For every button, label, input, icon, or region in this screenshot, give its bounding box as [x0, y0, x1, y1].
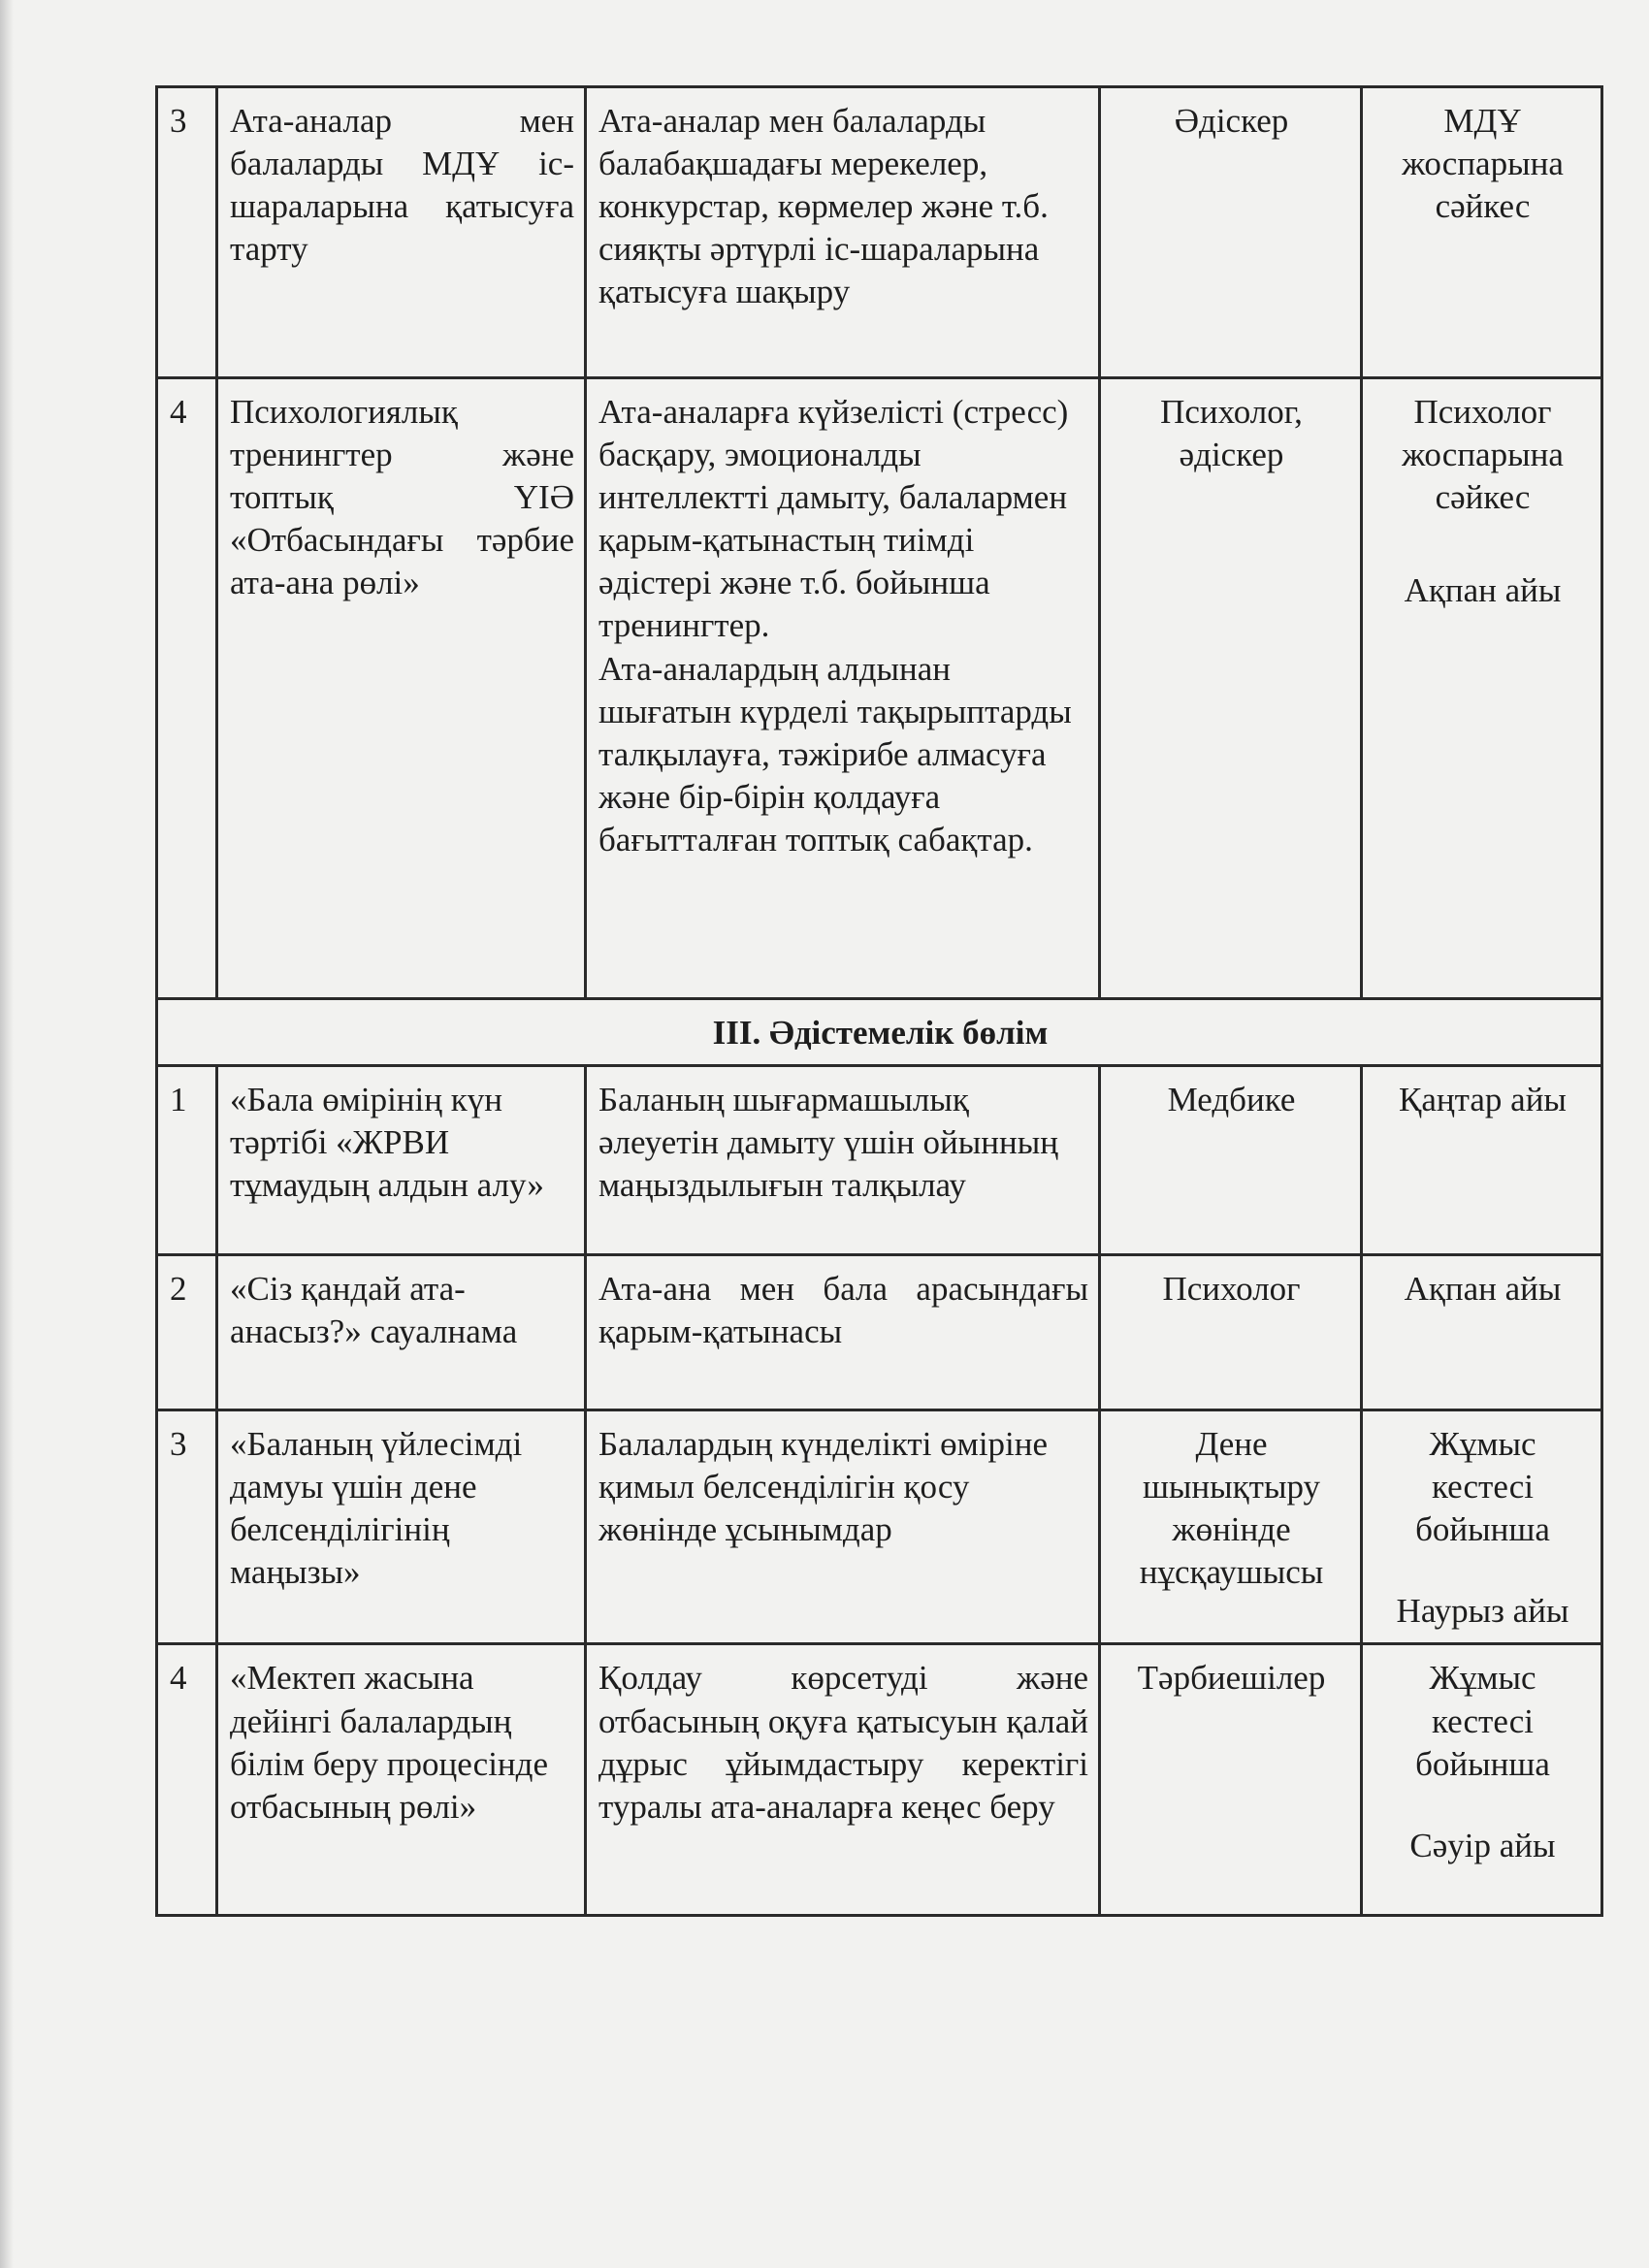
plan-table [155, 85, 1603, 1917]
table-row [157, 87, 1602, 378]
timing-cell: МДҰ жоспарына сәйкес [1362, 87, 1602, 378]
timing-cell [1362, 378, 1602, 999]
row-number: 4 [157, 378, 217, 999]
section-title: ІІІ. Әдістемелік бөлім [157, 999, 1602, 1066]
section-row [157, 999, 1602, 1066]
responsible-cell: Психолог [1100, 1255, 1362, 1410]
row-number: 4 [157, 1644, 217, 1916]
row-number: 3 [157, 1410, 217, 1644]
table-row [157, 1066, 1602, 1255]
event-cell: Ата-аналар мен балаларды МДҰ іс-шараларына қатысуға тарту [217, 87, 586, 378]
event-cell: «Баланың үйлесімді дамуы үшін дене белсенділігінің маңызы» [217, 1410, 586, 1644]
timing-cell [1362, 1410, 1602, 1644]
event-cell: Психологиялық тренингтер және топтық ҮІӘ «Отбасындағы тәрбие ата-ана рөлі» [217, 378, 586, 999]
timing-schedule: Жұмыс кестесі бойынша [1415, 1659, 1550, 1783]
description-cell: Балалардың күнделікті өміріне қимыл белсенділігін қосу жөнінде ұсынымдар [586, 1410, 1100, 1644]
timing-month: Сәуір айы [1409, 1826, 1556, 1864]
page-edge-shadow [0, 0, 14, 2268]
description-cell [586, 378, 1100, 999]
responsible-cell: Психолог, әдіскер [1100, 378, 1362, 999]
responsible-cell: Әдіскер [1100, 87, 1362, 378]
description-cell: Ата-аналар мен балаларды балабақшадағы мерекелер, конкурстар, көрмелер және т.б. сияқты әртүрлі іс-шараларына қатысуға шақыру [586, 87, 1100, 378]
description-part: Ата-аналардың алдынан шығатын күрделі тақырыптарды талқылауға, тәжірибе алмасуға және бір-бірін қолдауға бағытталған топтық сабақтар. [598, 649, 1072, 859]
timing-month: Ақпан айы [1404, 571, 1562, 610]
row-number: 2 [157, 1255, 217, 1410]
row-number: 3 [157, 87, 217, 378]
event-cell: «Бала өмірінің күн тәртібі «ЖРВИ тұмаудың алдын алу» [217, 1066, 586, 1255]
table-row [157, 378, 1602, 999]
event-cell: «Мектеп жасына дейінгі балалардың білім беру процесінде отбасының рөлі» [217, 1644, 586, 1916]
table-row [157, 1644, 1602, 1916]
timing-schedule: Жұмыс кестесі бойынша [1415, 1425, 1550, 1549]
event-cell: «Сіз қандай ата-анасыз?» сауалнама [217, 1255, 586, 1410]
responsible-cell: Тәрбиешілер [1100, 1644, 1362, 1916]
table-row [157, 1410, 1602, 1644]
timing-plan: Психолог жоспарына сәйкес [1402, 393, 1564, 517]
description-part: Ата-аналарға күйзелісті (стресс) басқару, эмоционалды интеллектті дамыту, балалармен қарым-қатынастың тиімді әдістері және т.б. бойынша тренингтер. [598, 393, 1069, 645]
responsible-cell: Медбике [1100, 1066, 1362, 1255]
description-cell: Қолдау көрсетуді және отбасының оқуға қатысуын қалай дұрыс ұйымдастыру керектігі туралы ата-аналарға кеңес беру [586, 1644, 1100, 1916]
table-row [157, 1255, 1602, 1410]
row-number: 1 [157, 1066, 217, 1255]
description-cell: Ата-ана мен бала арасындағы қарым-қатынасы [586, 1255, 1100, 1410]
description-cell: Баланың шығармашылық әлеуетін дамыту үшін ойынның маңыздылығын талқылау [586, 1066, 1100, 1255]
responsible-cell: Дене шынықтыру жөнінде нұсқаушысы [1100, 1410, 1362, 1644]
timing-cell: Ақпан айы [1362, 1255, 1602, 1410]
timing-cell [1362, 1644, 1602, 1916]
timing-month: Наурыз айы [1396, 1592, 1569, 1631]
timing-cell: Қаңтар айы [1362, 1066, 1602, 1255]
